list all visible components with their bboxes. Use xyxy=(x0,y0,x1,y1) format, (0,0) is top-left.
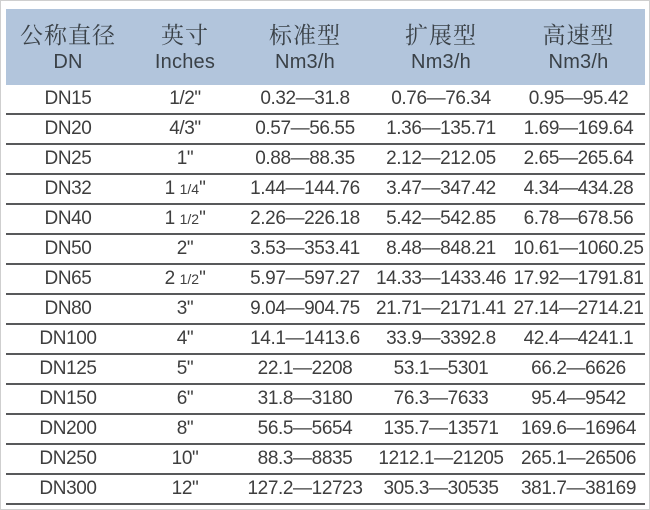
cell-high-speed-range: 27.14—2714.21 xyxy=(512,294,645,324)
cell-standard-range: 22.1—2208 xyxy=(240,354,370,384)
column-header-extended-unit: Nm3/h xyxy=(411,51,471,73)
cell-high-speed-range: 0.95—95.42 xyxy=(512,85,645,114)
column-header-inches xyxy=(130,9,240,85)
column-header-standard-cn: 标准型 xyxy=(269,22,341,48)
cell-high-speed-range: 2.65—265.64 xyxy=(512,144,645,174)
cell-high-speed-range: 66.2—6626 xyxy=(512,354,645,384)
cell-high-speed-range: 381.7—38169 xyxy=(512,474,645,504)
table-row xyxy=(6,384,645,414)
column-header-standard-unit: Nm3/h xyxy=(275,51,335,73)
cell-standard-range: 0.57—56.55 xyxy=(240,114,370,144)
cell-inches: 3" xyxy=(130,294,240,324)
table-row xyxy=(6,174,645,204)
table-row xyxy=(6,444,645,474)
cell-dn: DN250 xyxy=(6,444,130,474)
cell-standard-range: 1.44—144.76 xyxy=(240,174,370,204)
cell-extended-range: 8.48—848.21 xyxy=(370,234,512,264)
cell-extended-range: 33.9—3392.8 xyxy=(370,324,512,354)
table-row xyxy=(6,85,645,114)
table-row xyxy=(6,414,645,444)
table-row xyxy=(6,234,645,264)
cell-extended-range: 135.7—13571 xyxy=(370,414,512,444)
cell-extended-range: 2.12—212.05 xyxy=(370,144,512,174)
cell-standard-range: 88.3—8835 xyxy=(240,444,370,474)
cell-dn: DN15 xyxy=(6,85,130,114)
cell-dn: DN125 xyxy=(6,354,130,384)
cell-dn: DN20 xyxy=(6,114,130,144)
cell-dn: DN200 xyxy=(6,414,130,444)
cell-dn: DN150 xyxy=(6,384,130,414)
column-header-high-speed-unit: Nm3/h xyxy=(548,51,609,73)
cell-high-speed-range: 10.61—1060.25 xyxy=(512,234,645,264)
cell-high-speed-range: 6.78—678.56 xyxy=(512,204,645,234)
cell-inches: 2 1/2" xyxy=(130,264,240,294)
column-header-dn-cn: 公称直径 xyxy=(20,22,116,48)
column-header-inches-en: Inches xyxy=(154,51,216,73)
cell-extended-range: 14.33—1433.46 xyxy=(370,264,512,294)
column-header-dn-en: DN xyxy=(53,51,83,73)
column-header-extended xyxy=(370,9,512,85)
cell-standard-range: 127.2—12723 xyxy=(240,474,370,504)
cell-extended-range: 21.71—2171.41 xyxy=(370,294,512,324)
cell-high-speed-range: 42.4—4241.1 xyxy=(512,324,645,354)
cell-high-speed-range: 95.4—9542 xyxy=(512,384,645,414)
table-header-row xyxy=(6,9,645,85)
cell-standard-range: 31.8—3180 xyxy=(240,384,370,414)
cell-inches: 6" xyxy=(130,384,240,414)
cell-inches: 1" xyxy=(130,144,240,174)
cell-standard-range: 0.88—88.35 xyxy=(240,144,370,174)
cell-extended-range: 53.1—5301 xyxy=(370,354,512,384)
cell-high-speed-range: 169.6—16964 xyxy=(512,414,645,444)
column-header-inches-cn: 英寸 xyxy=(161,22,209,48)
cell-dn: DN25 xyxy=(6,144,130,174)
cell-high-speed-range: 1.69—169.64 xyxy=(512,114,645,144)
cell-dn: DN40 xyxy=(6,204,130,234)
cell-standard-range: 3.53—353.41 xyxy=(240,234,370,264)
cell-standard-range: 14.1—1413.6 xyxy=(240,324,370,354)
cell-dn: DN300 xyxy=(6,474,130,504)
table-row xyxy=(6,144,645,174)
table-row xyxy=(6,354,645,384)
table-row xyxy=(6,294,645,324)
inches-fraction: 1/2 xyxy=(179,211,200,227)
cell-extended-range: 5.42—542.85 xyxy=(370,204,512,234)
cell-standard-range: 2.26—226.18 xyxy=(240,204,370,234)
cell-extended-range: 3.47—347.42 xyxy=(370,174,512,204)
column-header-dn xyxy=(6,9,130,85)
cell-high-speed-range: 4.34—434.28 xyxy=(512,174,645,204)
cell-inches: 1/2" xyxy=(130,85,240,114)
cell-inches: 12" xyxy=(130,474,240,504)
table-body xyxy=(6,85,645,504)
column-header-extended-cn: 扩展型 xyxy=(405,22,477,48)
table-row xyxy=(6,264,645,294)
cell-extended-range: 1.36—135.71 xyxy=(370,114,512,144)
table-row xyxy=(6,324,645,354)
cell-dn: DN80 xyxy=(6,294,130,324)
cell-dn: DN50 xyxy=(6,234,130,264)
cell-inches: 2" xyxy=(130,234,240,264)
cell-high-speed-range: 265.1—26506 xyxy=(512,444,645,474)
cell-extended-range: 0.76—76.34 xyxy=(370,85,512,114)
flow-spec-table xyxy=(6,9,645,505)
inches-fraction: 1/4 xyxy=(179,181,200,197)
cell-extended-range: 1212.1—21205 xyxy=(370,444,512,474)
cell-standard-range: 5.97—597.27 xyxy=(240,264,370,294)
table-row xyxy=(6,114,645,144)
table-row xyxy=(6,204,645,234)
cell-inches: 4/3" xyxy=(130,114,240,144)
cell-extended-range: 305.3—30535 xyxy=(370,474,512,504)
cell-inches: 10" xyxy=(130,444,240,474)
cell-standard-range: 56.5—5654 xyxy=(240,414,370,444)
cell-high-speed-range: 17.92—1791.81 xyxy=(512,264,645,294)
cell-standard-range: 0.32—31.8 xyxy=(240,85,370,114)
cell-inches: 1 1/2" xyxy=(130,204,240,234)
column-header-standard xyxy=(240,9,370,85)
cell-inches: 8" xyxy=(130,414,240,444)
cell-inches: 5" xyxy=(130,354,240,384)
cell-standard-range: 9.04—904.75 xyxy=(240,294,370,324)
inches-fraction: 1/2 xyxy=(179,271,200,287)
cell-dn: DN65 xyxy=(6,264,130,294)
column-header-high-speed xyxy=(512,9,645,85)
table-row xyxy=(6,474,645,504)
column-header-high-speed-cn: 高速型 xyxy=(542,22,615,48)
cell-inches: 1 1/4" xyxy=(130,174,240,204)
cell-inches: 4" xyxy=(130,324,240,354)
cell-dn: DN100 xyxy=(6,324,130,354)
cell-extended-range: 76.3—7633 xyxy=(370,384,512,414)
cell-dn: DN32 xyxy=(6,174,130,204)
